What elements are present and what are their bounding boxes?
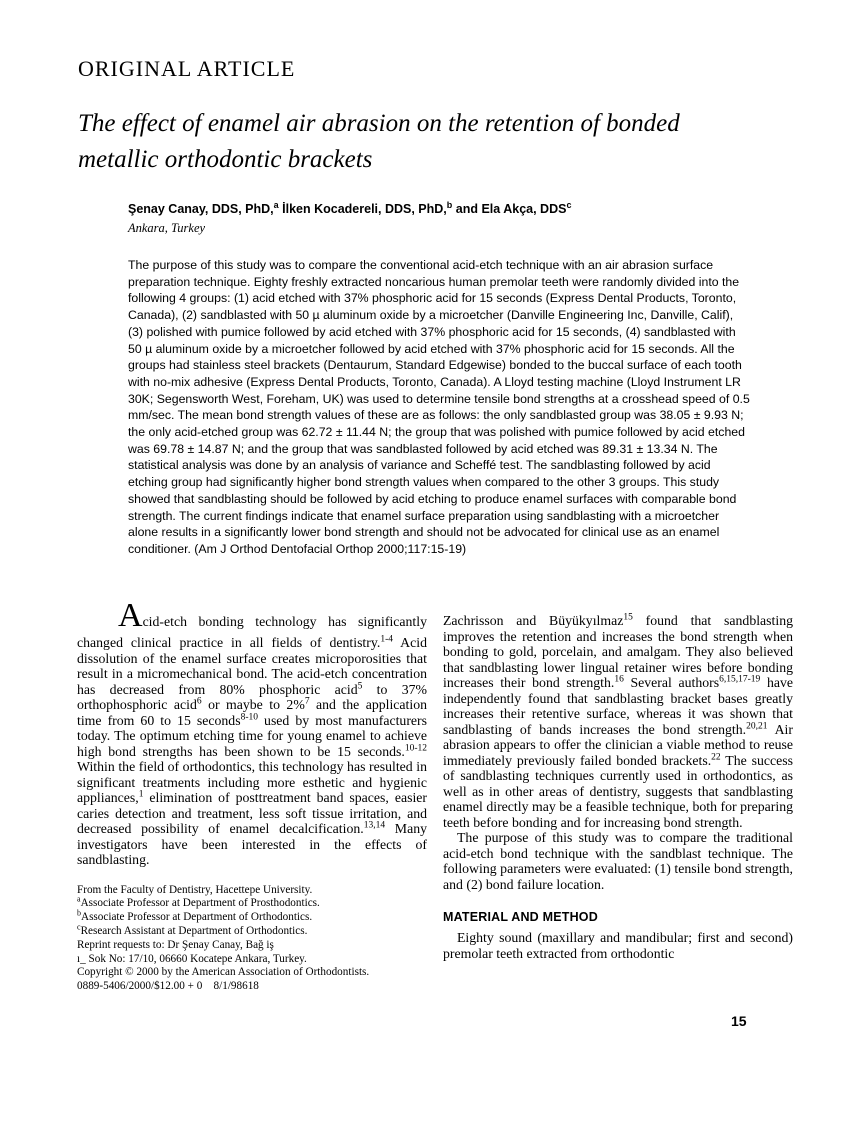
body-paragraph: The purpose of this study was to compare the traditional acid-etch bond technique with the sandblast technique. The following parameters were evaluated: (1) tensile bond strength, and (2) bond failure location. (443, 830, 793, 892)
left-column (77, 597, 427, 994)
footnote-line: $^c$Research Assistant at Department of Orthodontics. (77, 922, 308, 937)
footnote-block (77, 884, 427, 994)
body-columns (77, 597, 793, 994)
right-column (443, 597, 793, 994)
page-number: 15 (731, 1013, 747, 1029)
drop-cap: A (118, 597, 143, 634)
footnote-line: From the Faculty of Dentistry, Hacettepe University. (77, 883, 313, 896)
footnote-line: ı_ Sok No: 17/10, 06660 Kocatepe Ankara, Turkey. (77, 952, 307, 965)
footnote-line: $^a$Associate Professor at Department of Prosthodontics. (77, 894, 320, 910)
section-heading-material-and-method: MATERIAL AND METHOD (443, 910, 598, 924)
intro-paragraph-text: cid-etch bonding technology has significantly changed clinical practice in all fields of dentistry.$^{1-4}$ Acid dissolution of the enamel surface creates microporosities that result in a micromechanical bond. The acid-etch concentration has decreased from 80% phosphoric acid$^5$ to 37% orthophosphoric acid$^6$ or maybe to 2%$^7$ and the application time from 60 to 15 seconds$^{8-10}$ used by most manufacturers today. The optimum etching time for young enamel to achieve high bond strengths has been shown to be 15 seconds.$^{10-12}$ Within the field of orthodontics, this technology has resulted in significant treatments including more esthetic and hygienic appliances,$^1$ elimination of posttreatment band spaces, easier caries detection and treatment, less soft tissue irritation, and decreased possibility of enamel decalcification.$^{13,14}$ Many investigators have been interested in the effects of sandblasting. (77, 614, 428, 868)
intro-paragraph (77, 597, 427, 868)
article-type-label: ORIGINAL ARTICLE (78, 56, 296, 81)
footnote-line: Reprint requests to: Dr Şenay Canay, Bağ iş (77, 938, 274, 951)
article-title: The effect of enamel air abrasion on the retention of bonded metallic orthodontic brackets (78, 110, 680, 173)
footnote-line: $^b$Associate Professor at Department of Orthodontics. (77, 908, 313, 924)
footnote-line: 0889-5406/2000/$12.00 + 0 8/1/98618 (77, 980, 259, 993)
author-location: Ankara, Turkey (128, 221, 206, 235)
body-paragraph: Eighty sound (maxillary and mandibular; first and second) premolar teeth extracted from orthodontic (443, 930, 793, 961)
author-line: Şenay Canay, DDS, PhD,$^a$ İlken Kocadereli, DDS, PhD,$^b$ and Ela Akça, DDS$^c$ (128, 199, 572, 216)
body-paragraph: Zachrisson and Büyükyılmaz$^{15}$ found that sandblasting improves the retention and increases the bond strength when bonding to gold, porcelain, and amalgam. They also believed that sandblasting lower lingual retainer wires before bonding increases their bond strength.$^{16}$ Several authors$^{6,15,17-19}$ have independently found that sandblasting bracket bases greatly increases their retentive surface, whereas it was shown that sandblasting of bands increases the bond strength.$^{20,21}$ Air abrasion appears to offer the clinician a viable method to reuse immediately previously failed bonded brackets.$^{22}$ The success of sandblasting techniques currently used in orthodontics, as well as in other areas of dentistry, suggests that sandblasting enamel directly may be a feasible technique, both for preparing teeth before bonding and for increasing bond strength. (443, 612, 794, 830)
abstract-text: The purpose of this study was to compare the conventional acid-etch technique with an air abrasion surface preparation technique. Eighty freshly extracted noncarious human premolar teeth were randomly divided into the following 4 groups: (1) acid etched with 37% phosphoric acid for 15 seconds (Express Dental Products, Toronto, Canada), (2) sandblasted with 50 µ aluminum oxide by a microetcher (Danville Engineering Inc, Danville, Calif), (3) polished with pumice followed by acid etched with 37% phosphoric acid for 15 seconds, (4) sandblasted with 50 µ aluminum oxide by a microetcher followed by acid etched with 37% phosphoric acid for 15 seconds. All the groups had stainless steel brackets (Dentaurum, Standard Edgewise) bonded to the buccal surface of each tooth with no-mix adhesive (Express Dental Products, Toronto, Canada). A Lloyd testing machine (Lloyd Instrument LR 30K; Segensworth West, Foreham, UK) was used to determine tensile bond strengths at a crosshead speed of 0.5 mm/sec. The mean bond strength values of these are as follows: the only sandblasted group was 38.05 ± 9.93 N; the only acid-etched group was 62.72 ± 11.44 N; the group that was polished with pumice followed by acid etched was 69.78 ± 14.87 N; and the group that was sandblasted followed by acid etched was 89.31 ± 13.34 N. The statistical analysis was done by an analysis of variance and Scheffé test. The sandblasting followed by acid etching group had significantly higher bond strength values when compared to the other 3 groups. This study showed that sandblasting should be followed by acid etching to produce enamel surfaces with comparable bond strength. The current findings indicate that enamel surface preparation using sandblasting with a microetcher alone results in a significantly lower bond strength and should not be advocated for clinical use as an enamel conditioner. (Am J Orthod Dentofacial Orthop 2000;117:15-19) (128, 258, 750, 556)
footnote-line: Copyright © 2000 by the American Association of Orthodontists. (77, 966, 370, 979)
